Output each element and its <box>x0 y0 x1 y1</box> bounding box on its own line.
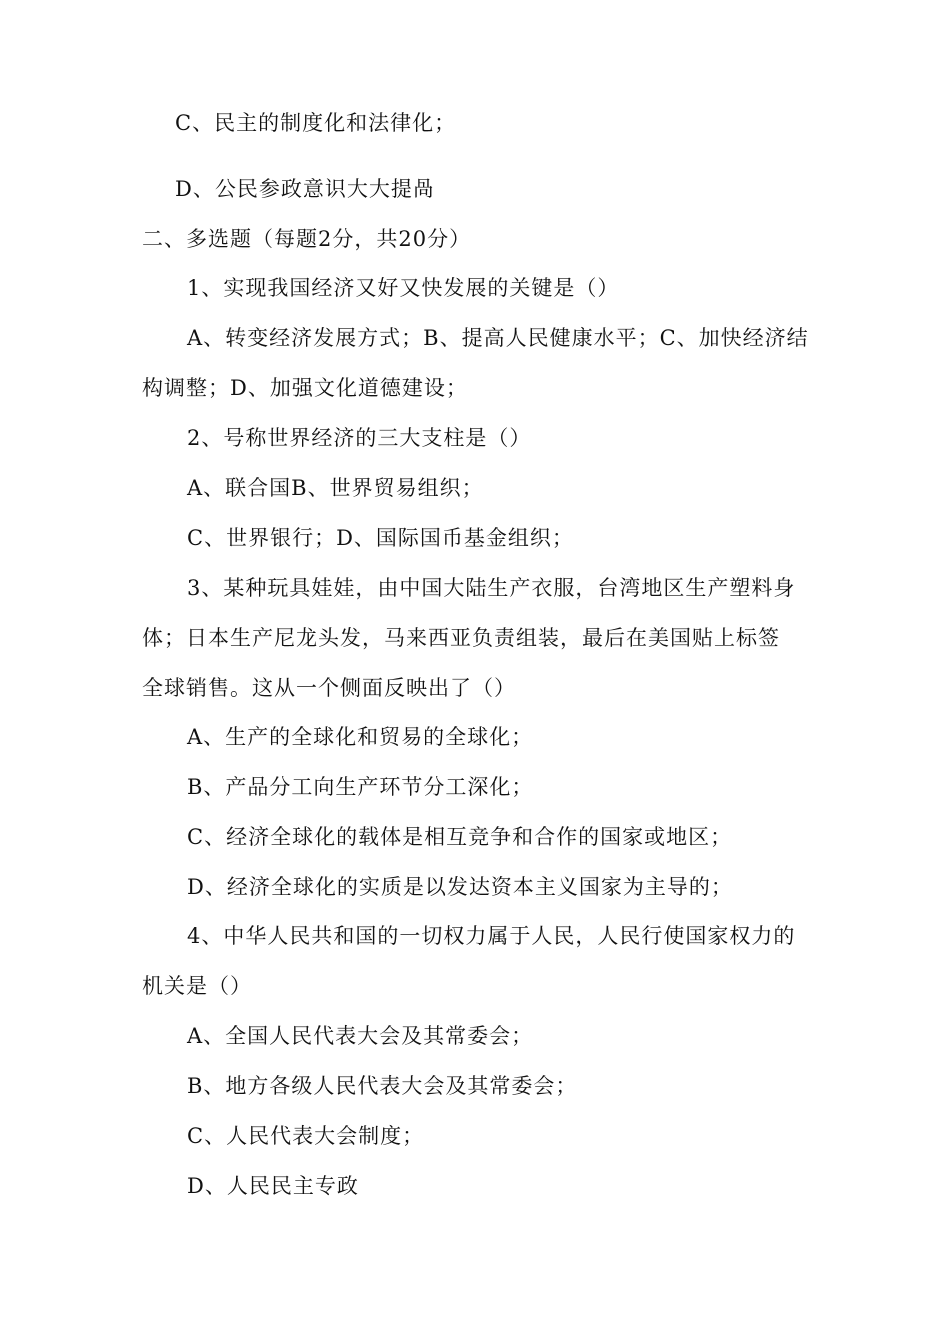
question-3-stem: 3、某种玩具娃娃，由中国大陆生产衣服，台湾地区生产塑料身 <box>187 576 796 600</box>
question-1-stem: 1、实现我国经济又好又快发展的关键是（） <box>187 276 620 300</box>
question-1-options: A、转变经济发展方式；B、提高人民健康水平；C、加快经济结 <box>187 326 809 350</box>
question-3-option-a: A、生产的全球化和贸易的全球化； <box>187 725 534 749</box>
question-4-option-a: A、全国人民代表大会及其常委会； <box>187 1024 534 1048</box>
question-3-option-d: D、经济全球化的实质是以发达资本主义国家为主导的； <box>187 875 733 899</box>
question-2-option-cd: C、世界银行；D、国际国币基金组织； <box>187 526 574 550</box>
question-3-stem-line-3: 全球销售。这从一个侧面反映出了（） <box>142 676 516 700</box>
question-1-options-cont: 构调整；D、加强文化道德建设； <box>142 376 468 400</box>
question-3-stem-line-2: 体；日本生产尼龙头发，马来西亚负责组装，最后在美国贴上标签 <box>142 626 780 650</box>
prev-option-d: D、公民参政意识大大提咼 <box>175 177 435 201</box>
question-4-option-b: B、地方各级人民代表大会及其常委会； <box>187 1074 578 1098</box>
section-heading: 二、多选题（每题2分，共20分） <box>142 227 472 251</box>
question-3-option-b: B、产品分工向生产环节分工深化； <box>187 775 534 799</box>
question-3-option-c: C、经济全球化的载体是相互竞争和合作的国家或地区； <box>187 825 733 849</box>
question-2-option-ab: A、联合国B、世界贸易组织； <box>187 476 484 500</box>
question-4-stem-line-2: 机关是（） <box>142 974 252 998</box>
question-4-option-c: C、人民代表大会制度； <box>187 1124 425 1148</box>
question-4-stem: 4、中华人民共和国的一切权力属于人民，人民行使国家权力的 <box>187 924 796 948</box>
question-2-stem: 2、号称世界经济的三大支柱是（） <box>187 426 532 450</box>
question-4-option-d: D、人民民主专政 <box>187 1174 359 1198</box>
prev-option-c: C、民主的制度化和法律化； <box>175 111 457 135</box>
